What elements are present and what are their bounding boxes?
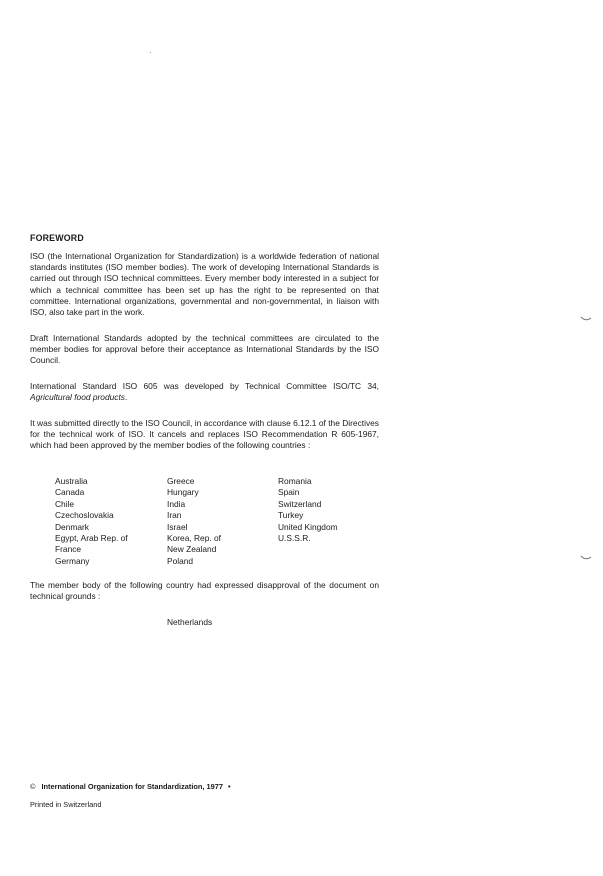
- paragraph-submission: It was submitted directly to the ISO Council, in accordance with clause 6.12.1 of the Directives for the technical work of ISO. It cancels and replaces ISO Recommendation R 605-1967, which had been approved by the member bodies of the following countries :: [30, 418, 379, 451]
- country-item: France: [55, 544, 82, 555]
- paragraph-disapproval: The member body of the following country had expressed disapproval of the document on technical grounds :: [30, 580, 379, 602]
- country-item: Australia: [55, 476, 88, 486]
- country-item: New Zealand: [167, 544, 217, 555]
- country-item: India: [167, 498, 186, 509]
- country-item: Greece: [167, 476, 195, 486]
- copyright-line: [30, 781, 231, 792]
- country-list-column-2: [167, 476, 221, 567]
- country-item: Hungary: [167, 487, 199, 498]
- country-item: Germany: [55, 555, 90, 566]
- copyright-symbol: ©: [30, 782, 36, 791]
- margin-mark-upper: [580, 316, 592, 322]
- copyright-bullet: •: [227, 782, 231, 791]
- country-item: Turkey: [278, 510, 304, 521]
- committee-title: Agricultural food products: [30, 392, 125, 403]
- paragraph-iso-description: ISO (the International Organization for Standardization) is a worldwide federation of national standards institutes (ISO member bodies). The work of developing International Standards is carried out through ISO technical committees. Every member body interested in a subject for which a technical committee has been set up has the right to be represented on that committee. International organizations, governmental and non-governmental, in liaison with ISO, also take part in the work.: [30, 251, 379, 318]
- country-item: Switzerland: [278, 498, 322, 509]
- disapproving-country: Netherlands: [167, 617, 213, 627]
- country-item: Romania: [278, 476, 312, 486]
- country-item: Denmark: [55, 521, 89, 532]
- printed-in-line: Printed in Switzerland: [30, 800, 102, 809]
- country-item: United Kingdom: [278, 521, 338, 532]
- margin-mark-lower: [580, 555, 592, 561]
- paragraph-development-end: .: [124, 392, 128, 403]
- country-item: Israel: [167, 521, 188, 532]
- scan-speck: [150, 52, 151, 53]
- country-item: Iran: [167, 510, 182, 521]
- paragraph-development-text: International Standard ISO 605 was developed by Technical Committee ISO/TC 34,: [30, 381, 379, 391]
- country-list-column-1: [55, 476, 128, 567]
- paragraph-draft-standards: Draft International Standards adopted by the technical committees are circulated to the member bodies for approval before their acceptance as International Standards by the ISO Council.: [30, 333, 379, 366]
- country-item: U.S.S.R.: [278, 532, 311, 543]
- country-item: Spain: [278, 487, 300, 498]
- paragraph-development: [30, 381, 379, 403]
- country-item: Czechoslovakia: [55, 510, 114, 521]
- foreword-heading: FOREWORD: [30, 233, 84, 243]
- country-item: Korea, Rep. of: [167, 532, 222, 543]
- copyright-text: International Organization for Standardization, 1977: [41, 782, 223, 791]
- country-item: Canada: [55, 487, 85, 498]
- country-item: Chile: [55, 498, 75, 509]
- country-item: Egypt, Arab Rep. of: [55, 532, 128, 543]
- country-list-column-3: [278, 476, 338, 544]
- country-item: Poland: [167, 555, 194, 566]
